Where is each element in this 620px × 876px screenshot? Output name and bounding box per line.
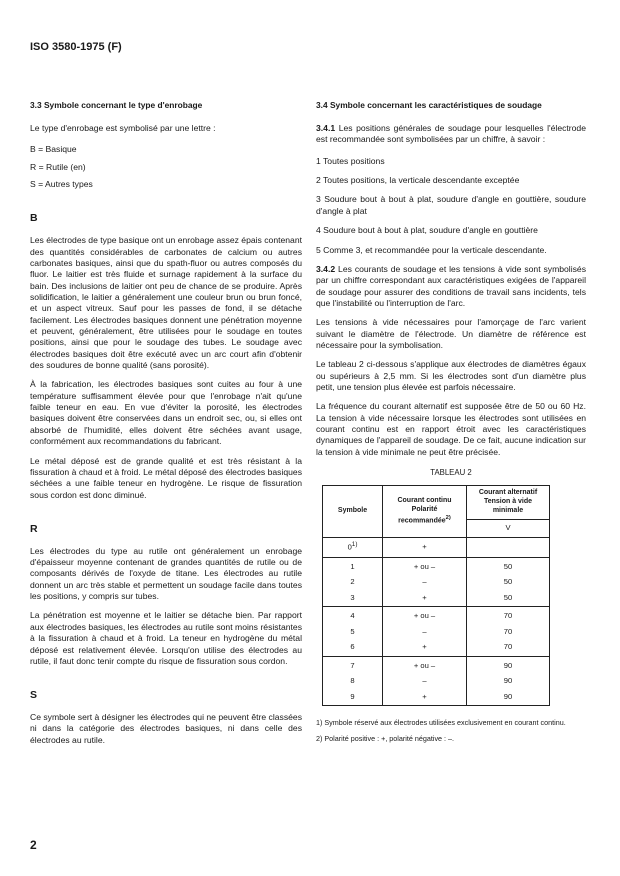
heading-s: S bbox=[30, 689, 38, 702]
cell-ac bbox=[467, 656, 550, 706]
footnote: 1) Symbole réservé aux électrodes utilisées exclusivement en courant continu. bbox=[316, 718, 566, 728]
position-item: 1 Toutes positions bbox=[316, 155, 385, 166]
b-paragraph: Les électrodes de type basique ont un enrobage assez épais contenant des quantités considérables de carbonates de calcium ou autres carbonates basiques, ainsi que du spath-fluor ou autres composés du fluor. Le laitier est très fluide et surnage rapidement à la surface du bain. Des inclusions de laitier ont peu de chance de se produire. Après solidification, le laitier a généralement une couleur brun ou brun foncé, et un aspect vitreux. Sauf pour les passes de fond, il se détache facilement. Les électrodes basiques donnent une pénétration moyenne et peuvent, généralement, être utilisées pour le soudage en toutes positions, ainsi que pour le soudage des tubes. Le soudage avec électrodes basiques doit être exécuté avec un arc court afin d'obtenir des soudures de bonne qualité (sans porosité). bbox=[30, 235, 302, 371]
table-row-group bbox=[323, 656, 550, 706]
page-number: 2 bbox=[30, 838, 37, 852]
r-paragraph: La pénétration est moyenne et le laitier se détache bien. Par rapport aux électrodes basiques, les électrodes au rutile sont moins résistantes à la fissuration à chaud et à froid. La teneur en hydrogène du métal déposé est relativement élevée. Lorsqu'on utilise des électrodes au rutile, il faut donc tenir compte du risque de fissuration sous cordon. bbox=[30, 610, 302, 666]
coating-type-list bbox=[30, 144, 302, 190]
table-row bbox=[323, 537, 550, 557]
col-header-ac: Courant alternatif Tension à vide minimale bbox=[467, 486, 550, 519]
ac-value: 90 bbox=[503, 660, 513, 670]
table-2 bbox=[322, 485, 550, 706]
b-paragraph: À la fabrication, les électrodes basiques sont cuites au four à une température suffisamment élevée pour que l'enrobage n'ait qu'une faible teneur en eau. En vue d'éviter la porosité, les électrodes basiques doivent être conservées dans un endroit sec, ou, si elles ont absorbé de l'humidité, elles doivent être séchées avant usage, conformément aux recommandations du fabricant. bbox=[30, 379, 302, 447]
footnote-ref: 1) bbox=[351, 541, 358, 549]
position-list bbox=[316, 156, 586, 256]
cell-ac bbox=[467, 607, 550, 657]
col-header-dc bbox=[383, 486, 467, 537]
document-header: ISO 3580-1975 (F) bbox=[30, 41, 122, 53]
symbol-value: 0 bbox=[347, 542, 352, 552]
section-3-3-title: 3.3 Symbole concernant le type d'enrobage bbox=[30, 100, 203, 110]
s-paragraph: Ce symbole sert à désigner les électrodes qui ne peuvent être classées ni dans la catégorie des électrodes basiques, ni dans celle des électrodes au rutile. bbox=[30, 712, 302, 745]
table-row-group bbox=[323, 607, 550, 657]
position-item: 2 Toutes positions, la verticale descendante exceptée bbox=[316, 175, 520, 186]
symbol-value: 6 bbox=[350, 642, 355, 652]
table-row-group bbox=[323, 557, 550, 607]
symbol-value: 4 bbox=[350, 611, 355, 621]
symbol-value: 2 bbox=[350, 577, 355, 587]
dc-value: + bbox=[422, 592, 427, 602]
type-item: R = Rutile (en) bbox=[30, 161, 86, 172]
type-item: B = Basique bbox=[30, 144, 77, 155]
cell-symbol bbox=[323, 537, 383, 557]
ac-value: 50 bbox=[503, 561, 513, 571]
ac-value: 70 bbox=[503, 611, 513, 621]
left-column bbox=[30, 100, 302, 754]
para-3-4-2 bbox=[316, 264, 586, 309]
position-item: 5 Comme 3, et recommandée pour la verticale descendante. bbox=[316, 244, 547, 255]
cell-symbols bbox=[323, 607, 383, 657]
section-3-4-title: 3.4 Symbole concernant les caractéristiques de soudage bbox=[316, 100, 542, 110]
body-paragraph: Les tensions à vide nécessaires pour l'amorçage de l'arc varient suivant le diamètre de l'électrode. Un diamètre de référence est nécessaire pour la symbolisation. bbox=[316, 317, 586, 350]
dc-value: – bbox=[422, 676, 427, 686]
table-title: TABLEAU 2 bbox=[430, 468, 472, 477]
symbol-value: 9 bbox=[350, 691, 355, 701]
ac-value: 70 bbox=[503, 642, 513, 652]
cell-symbols bbox=[323, 557, 383, 607]
para-number: 3.4.2 bbox=[316, 263, 336, 274]
cell-dc bbox=[383, 656, 467, 706]
symbol-value: 1 bbox=[350, 561, 355, 571]
dc-value: + ou – bbox=[413, 561, 436, 571]
dc-value: + bbox=[422, 691, 427, 701]
symbol-value: 8 bbox=[350, 676, 355, 686]
cell-ac bbox=[467, 557, 550, 607]
r-paragraph: Les électrodes du type au rutile ont généralement un enrobage d'épaisseur moyenne contenant de grandes quantités de rutile ou de composants dérivés de l'oxyde de titane. Les électrodes au rutile donnent un arc très stable et permettent un soudage facile dans toutes les positions, y compris sur tubes. bbox=[30, 545, 302, 602]
body-paragraph: La fréquence du courant alternatif est supposée être de 50 ou 60 Hz. La tension à vide nécessaire lorsque les électrodes sont utilisées en courant continu est en rapport étroit avec les caractéristiques dynamiques de l'appareil de soudage. De ce fait, aucune indication sur la tension à vide minimale ne peut être précisée. bbox=[316, 401, 586, 457]
footnote: 2) Polarité positive : +, polarité négative : –. bbox=[316, 733, 455, 743]
symbol-value: 7 bbox=[350, 660, 355, 670]
para-3-4-1 bbox=[316, 123, 586, 146]
ac-value: 70 bbox=[503, 626, 513, 636]
coating-intro: Le type d'enrobage est symbolisé par une lettre : bbox=[30, 123, 216, 134]
dc-value: – bbox=[422, 626, 427, 636]
cell-ac bbox=[467, 537, 550, 557]
dc-value: – bbox=[422, 577, 427, 587]
cell-dc: + bbox=[383, 537, 467, 557]
dc-value: + bbox=[422, 642, 427, 652]
col-header-dc-label: Courant continu Polarité recommandée bbox=[397, 497, 452, 524]
heading-b: B bbox=[30, 212, 38, 225]
col-header-symbol: Symbole bbox=[323, 486, 383, 537]
footnote-ref: 2) bbox=[445, 514, 451, 521]
dc-value: + ou – bbox=[413, 660, 436, 670]
ac-value: 50 bbox=[503, 592, 513, 602]
symbol-value: 3 bbox=[350, 592, 355, 602]
right-column bbox=[316, 100, 586, 749]
body-paragraph: Le tableau 2 ci-dessous s'applique aux électrodes de diamètres égaux ou supérieurs à 2,5 mm. Si les électrodes sont d'un diamètre plus petit, une tension plus élevée est parfois nécessaire. bbox=[316, 359, 586, 392]
symbol-value: 5 bbox=[350, 626, 355, 636]
cell-dc bbox=[383, 557, 467, 607]
para-number: 3.4.1 bbox=[316, 123, 336, 134]
position-item: 4 Soudure bout à bout à plat, soudure d'angle en gouttière bbox=[316, 225, 538, 236]
ac-value: 50 bbox=[503, 577, 513, 587]
ac-value: 90 bbox=[503, 676, 513, 686]
position-item: 3 Soudure bout à bout à plat, soudure d'angle en gouttière, soudure d'angle à plat bbox=[316, 194, 586, 216]
heading-r: R bbox=[30, 522, 38, 535]
type-item: S = Autres types bbox=[30, 179, 93, 190]
dc-value: + ou – bbox=[413, 611, 436, 621]
footnotes bbox=[316, 718, 586, 743]
para-text: Les positions générales de soudage pour lesquelles l'électrode est recommandée sont symbolisées par un chiffre, à savoir : bbox=[316, 123, 586, 145]
cell-symbols bbox=[323, 656, 383, 706]
ac-value: 90 bbox=[503, 691, 513, 701]
cell-dc bbox=[383, 607, 467, 657]
para-text: Les courants de soudage et les tensions à vide sont symbolisés par un chiffre correspondant aux caractéristiques exigées de l'appareil de soudage pour assurer des conditions de travail sans incidents, tels que l'instabilité ou l'interruption de l'arc. bbox=[316, 263, 586, 308]
b-paragraph: Le métal déposé est de grande qualité et est très résistant à la fissuration à chaud et à froid. Le métal déposé des électrodes basiques séchées a une faible teneur en hydrogène. Le risque de fissuration sous cordon est donc diminué. bbox=[30, 455, 302, 500]
unit-cell: V bbox=[467, 519, 550, 537]
